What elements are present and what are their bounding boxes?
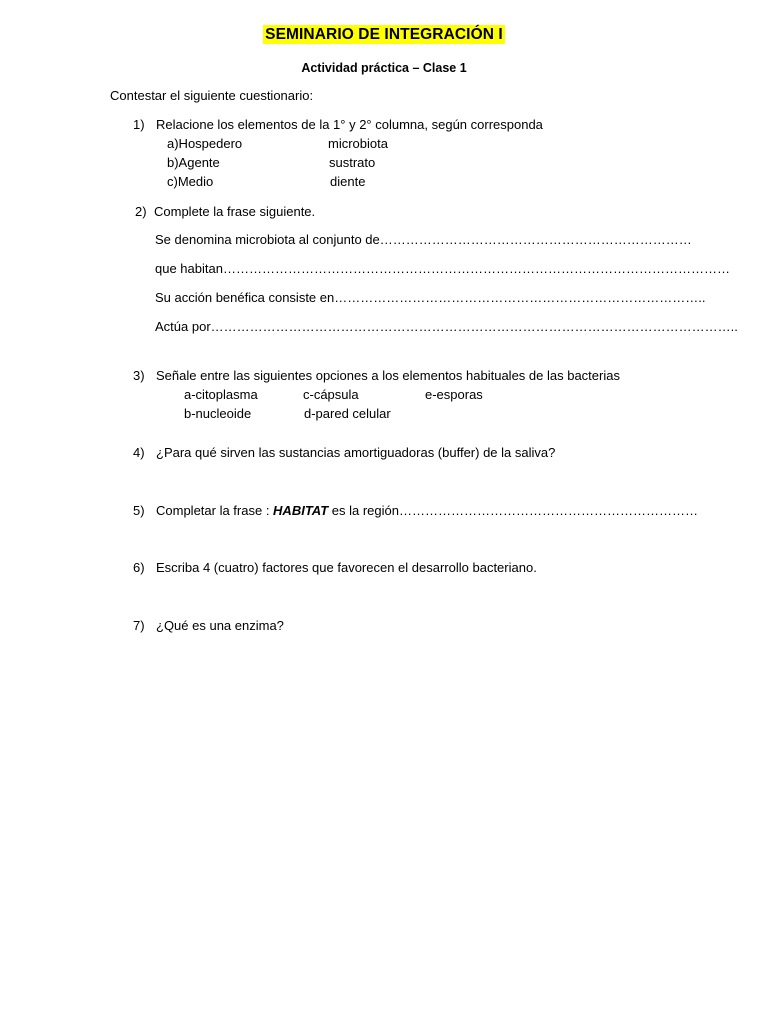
q1-left-item: a)Hospedero <box>167 136 243 151</box>
q1-left-item: b)Agente <box>167 155 220 170</box>
q3-option: a-citoplasma <box>184 387 258 402</box>
page-subtitle: Actividad práctica – Clase 1 <box>301 61 467 75</box>
fill-line: Su acción benéfica consiste en………………………………………………………………………….. <box>155 290 706 305</box>
question-3-number: 3) <box>133 368 145 383</box>
q3-option: e-esporas <box>425 387 483 402</box>
q3-option: d-pared celular <box>304 406 391 421</box>
q1-left-item: c)Medio <box>167 174 214 189</box>
question-4-number: 4) <box>133 445 145 460</box>
question-4-text: ¿Para qué sirven las sustancias amortiguadoras (buffer) de la saliva? <box>156 445 556 460</box>
question-1-text: Relacione los elementos de la 1° y 2° columna, según corresponda <box>156 117 543 132</box>
q5-emphasis: HABITAT <box>273 503 329 518</box>
question-5-number: 5) <box>133 503 145 518</box>
instructions: Contestar el siguiente cuestionario: <box>110 88 314 103</box>
q1-right-item: diente <box>330 174 366 189</box>
question-7-number: 7) <box>133 618 145 633</box>
fill-line: Actúa por………………………………………………………………………………………………………….. <box>155 319 738 334</box>
question-5-text <box>156 503 698 519</box>
question-2-number: 2) <box>135 204 147 219</box>
q1-right-item: sustrato <box>329 155 376 170</box>
q3-option: b-nucleoide <box>184 406 252 421</box>
question-3-text: Señale entre las siguientes opciones a los elementos habituales de las bacterias <box>156 368 620 383</box>
page-title-text: SEMINARIO DE INTEGRACIÓN I <box>265 26 503 43</box>
q5-text-before: Completar la frase : <box>156 503 274 518</box>
question-7-text: ¿Qué es una enzima? <box>156 618 284 633</box>
q5-text-after: es la región…………………………………………………………… <box>328 503 698 518</box>
question-1-number: 1) <box>133 117 145 132</box>
page-title <box>0 27 768 43</box>
q1-right-item: microbiota <box>328 136 388 151</box>
fill-line: que habitan……………………………………………………………………………………………………… <box>155 261 730 276</box>
question-6-number: 6) <box>133 560 145 575</box>
q3-option: c-cápsula <box>303 387 359 402</box>
question-6-text: Escriba 4 (cuatro) factores que favorecen el desarrollo bacteriano. <box>156 560 537 575</box>
fill-line: Se denomina microbiota al conjunto de……………………………………………………………… <box>155 232 692 247</box>
question-2-text: Complete la frase siguiente. <box>154 204 316 219</box>
